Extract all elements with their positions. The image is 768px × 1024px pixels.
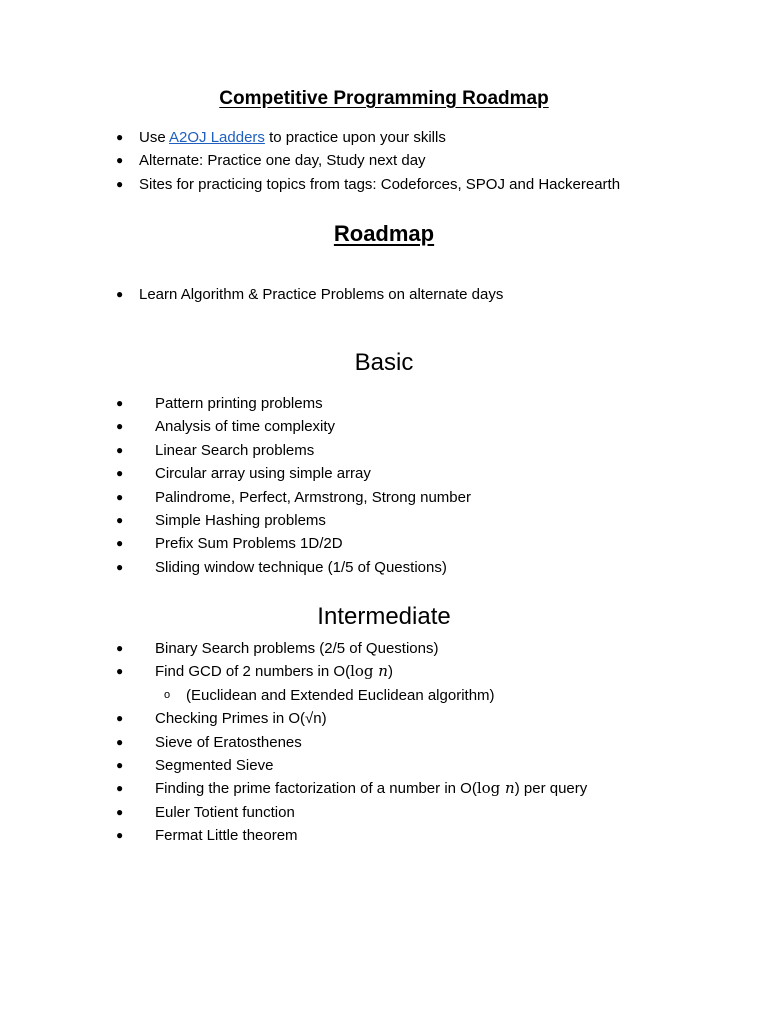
bullet-icon: ●	[116, 176, 124, 191]
bullet-icon: ●	[116, 711, 124, 726]
bullet-icon: ●	[116, 466, 124, 481]
bullet-icon: ●	[116, 442, 124, 457]
bullet-icon: ●	[116, 641, 124, 655]
document-page: Competitive Programming Roadmap ● Use A2OJ Ladders to practice upon your skills ● Alternate: Practice one day, Study next day ● Sites for practicing topics from tags: Codeforces, SPOJ and Hackerearth Roadmap ● Learn Algorithm & Practice Problems on alternate days Basic ● Pattern printing problems ● Analysis of time complexity ● Linear Search problems ● Circular array using simple array ● Palindrome, Perfect, Armstrong, Strong number ● Simple Hashing problems ● Prefix Sum Problems 1D/2D ● Sliding window technique (1/5 of Questions) Intermediate ● Binary Search problems (2/5 of Questions) ● Find GCD of 2 numbers in O(log n) o (Euclidean and Extended Euclidean algorithm) ● Checking Primes in O(√n) ● Sieve of Eratosthenes ● Segmented Sieve ● Finding the prime factorization of a number in O(log n) per query ● Euler Totient function ● Fermat Little theorem	[0, 0, 768, 1024]
basic-heading: Basic	[354, 349, 414, 376]
bullet-icon: ●	[116, 734, 124, 749]
bullet-icon: ●	[116, 664, 124, 679]
bullet-icon: ●	[116, 536, 124, 551]
bullet-icon: ●	[116, 130, 124, 144]
log-math: log n	[350, 662, 388, 681]
bullet-icon: ●	[116, 489, 124, 504]
bullet-icon: ●	[116, 559, 124, 574]
bullet-icon: ●	[116, 287, 124, 301]
bullet-icon: ●	[116, 828, 124, 843]
document-title: Competitive Programming Roadmap	[219, 88, 549, 109]
intermediate-heading: Intermediate	[317, 603, 451, 630]
log-math: log n	[476, 779, 515, 798]
bullet-icon: ●	[116, 396, 124, 410]
bullet-icon: ●	[116, 153, 124, 168]
a2oj-ladders-link[interactable]: A2OJ Ladders	[169, 129, 265, 146]
bullet-icon: ●	[116, 512, 124, 527]
roadmap-heading: Roadmap	[333, 221, 435, 246]
bullet-icon: ●	[116, 781, 124, 796]
bullet-icon: ●	[116, 419, 124, 434]
bullet-icon: ●	[116, 804, 124, 819]
bullet-icon: ●	[116, 757, 124, 772]
circle-bullet-icon: o	[164, 688, 171, 701]
